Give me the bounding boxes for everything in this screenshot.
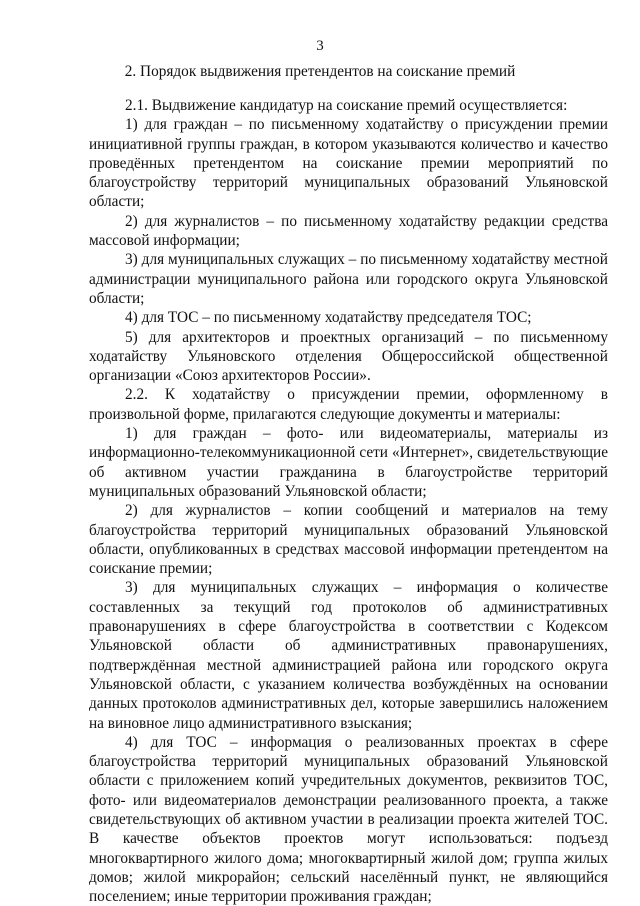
paragraph: 2.2. К ходатайству о присуждении премии, оформленному в произвольной форме, прилагаются следующие документы и материалы:	[89, 386, 608, 423]
document-body	[89, 96, 608, 906]
section-title: 2. Порядок выдвижения претендентов на соискание премий	[124, 63, 516, 80]
paragraph: 5) для архитекторов и проектных организаций – по письменному ходатайству Ульяновского отделения Общероссийской общественной организации «Союз архитекторов России».	[89, 328, 608, 385]
paragraph: 1) для граждан – по письменному ходатайству о присуждении премии инициативной группы граждан, в котором указываются количество и качество проведённых претендентом на соискание премии мероприятий по благоустройству территорий муниципальных образований Ульяновской области;	[89, 116, 608, 211]
paragraph: 1) для граждан – фото- или видеоматериалы, материалы из информационно-телекоммуникационной сети «Интернет», свидетельствующие об активном участии гражданина в благоустройстве территорий муниципальных образований Ульяновской области;	[89, 425, 608, 500]
paragraph: 3) для муниципальных служащих – информация о количестве составленных за текущий год протоколов об административных правонарушениях в сфере благоустройства в соответствии с Кодексом Ульяновской области об административных правонарушениях, подтверждённая местной администрацией района или городского округа Ульяновской области, с указанием количества возбуждённых на основании данных протоколов административных дел, которые завершились наложением на виновное лицо административного взыскания;	[89, 579, 608, 732]
paragraph: 4) для ТОС – информация о реализованных проектах в сфере благоустройства территорий муниципальных образований Ульяновской области с приложением копий учредительных документов, реквизитов ТОС, фото- или видеоматериалов демонстрации реализованного проекта, а также свидетельствующих об активном участии в реализации проекта жителей ТОС. В качестве объектов проектов могут использоваться: подъезд многоквартирного жилого дома; многоквартирный жилой дом; группа жилых домов; жилой микрорайон; сельский населённый пункт, не являющийся поселением; иные территории проживания граждан;	[89, 733, 608, 906]
paragraph: 2.1. Выдвижение кандидатур на соискание премий осуществляется:	[125, 97, 568, 114]
paragraph: 3) для муниципальных служащих – по письменному ходатайству местной администрации муниципального района или городского округа Ульяновской области;	[89, 251, 608, 307]
paragraph: 2) для журналистов – по письменному ходатайству редакции средства массовой информации;	[89, 212, 608, 250]
page-number: 3	[316, 38, 324, 54]
paragraph: 2) для журналистов – копии сообщений и материалов на тему благоустройства территорий муниципальных образований Ульяновской области, опубликованных в средствах массовой информации претендентом на соискание премии;	[89, 502, 608, 578]
paragraph: 4) для ТОС – по письменному ходатайству председателя ТОС;	[125, 309, 532, 327]
